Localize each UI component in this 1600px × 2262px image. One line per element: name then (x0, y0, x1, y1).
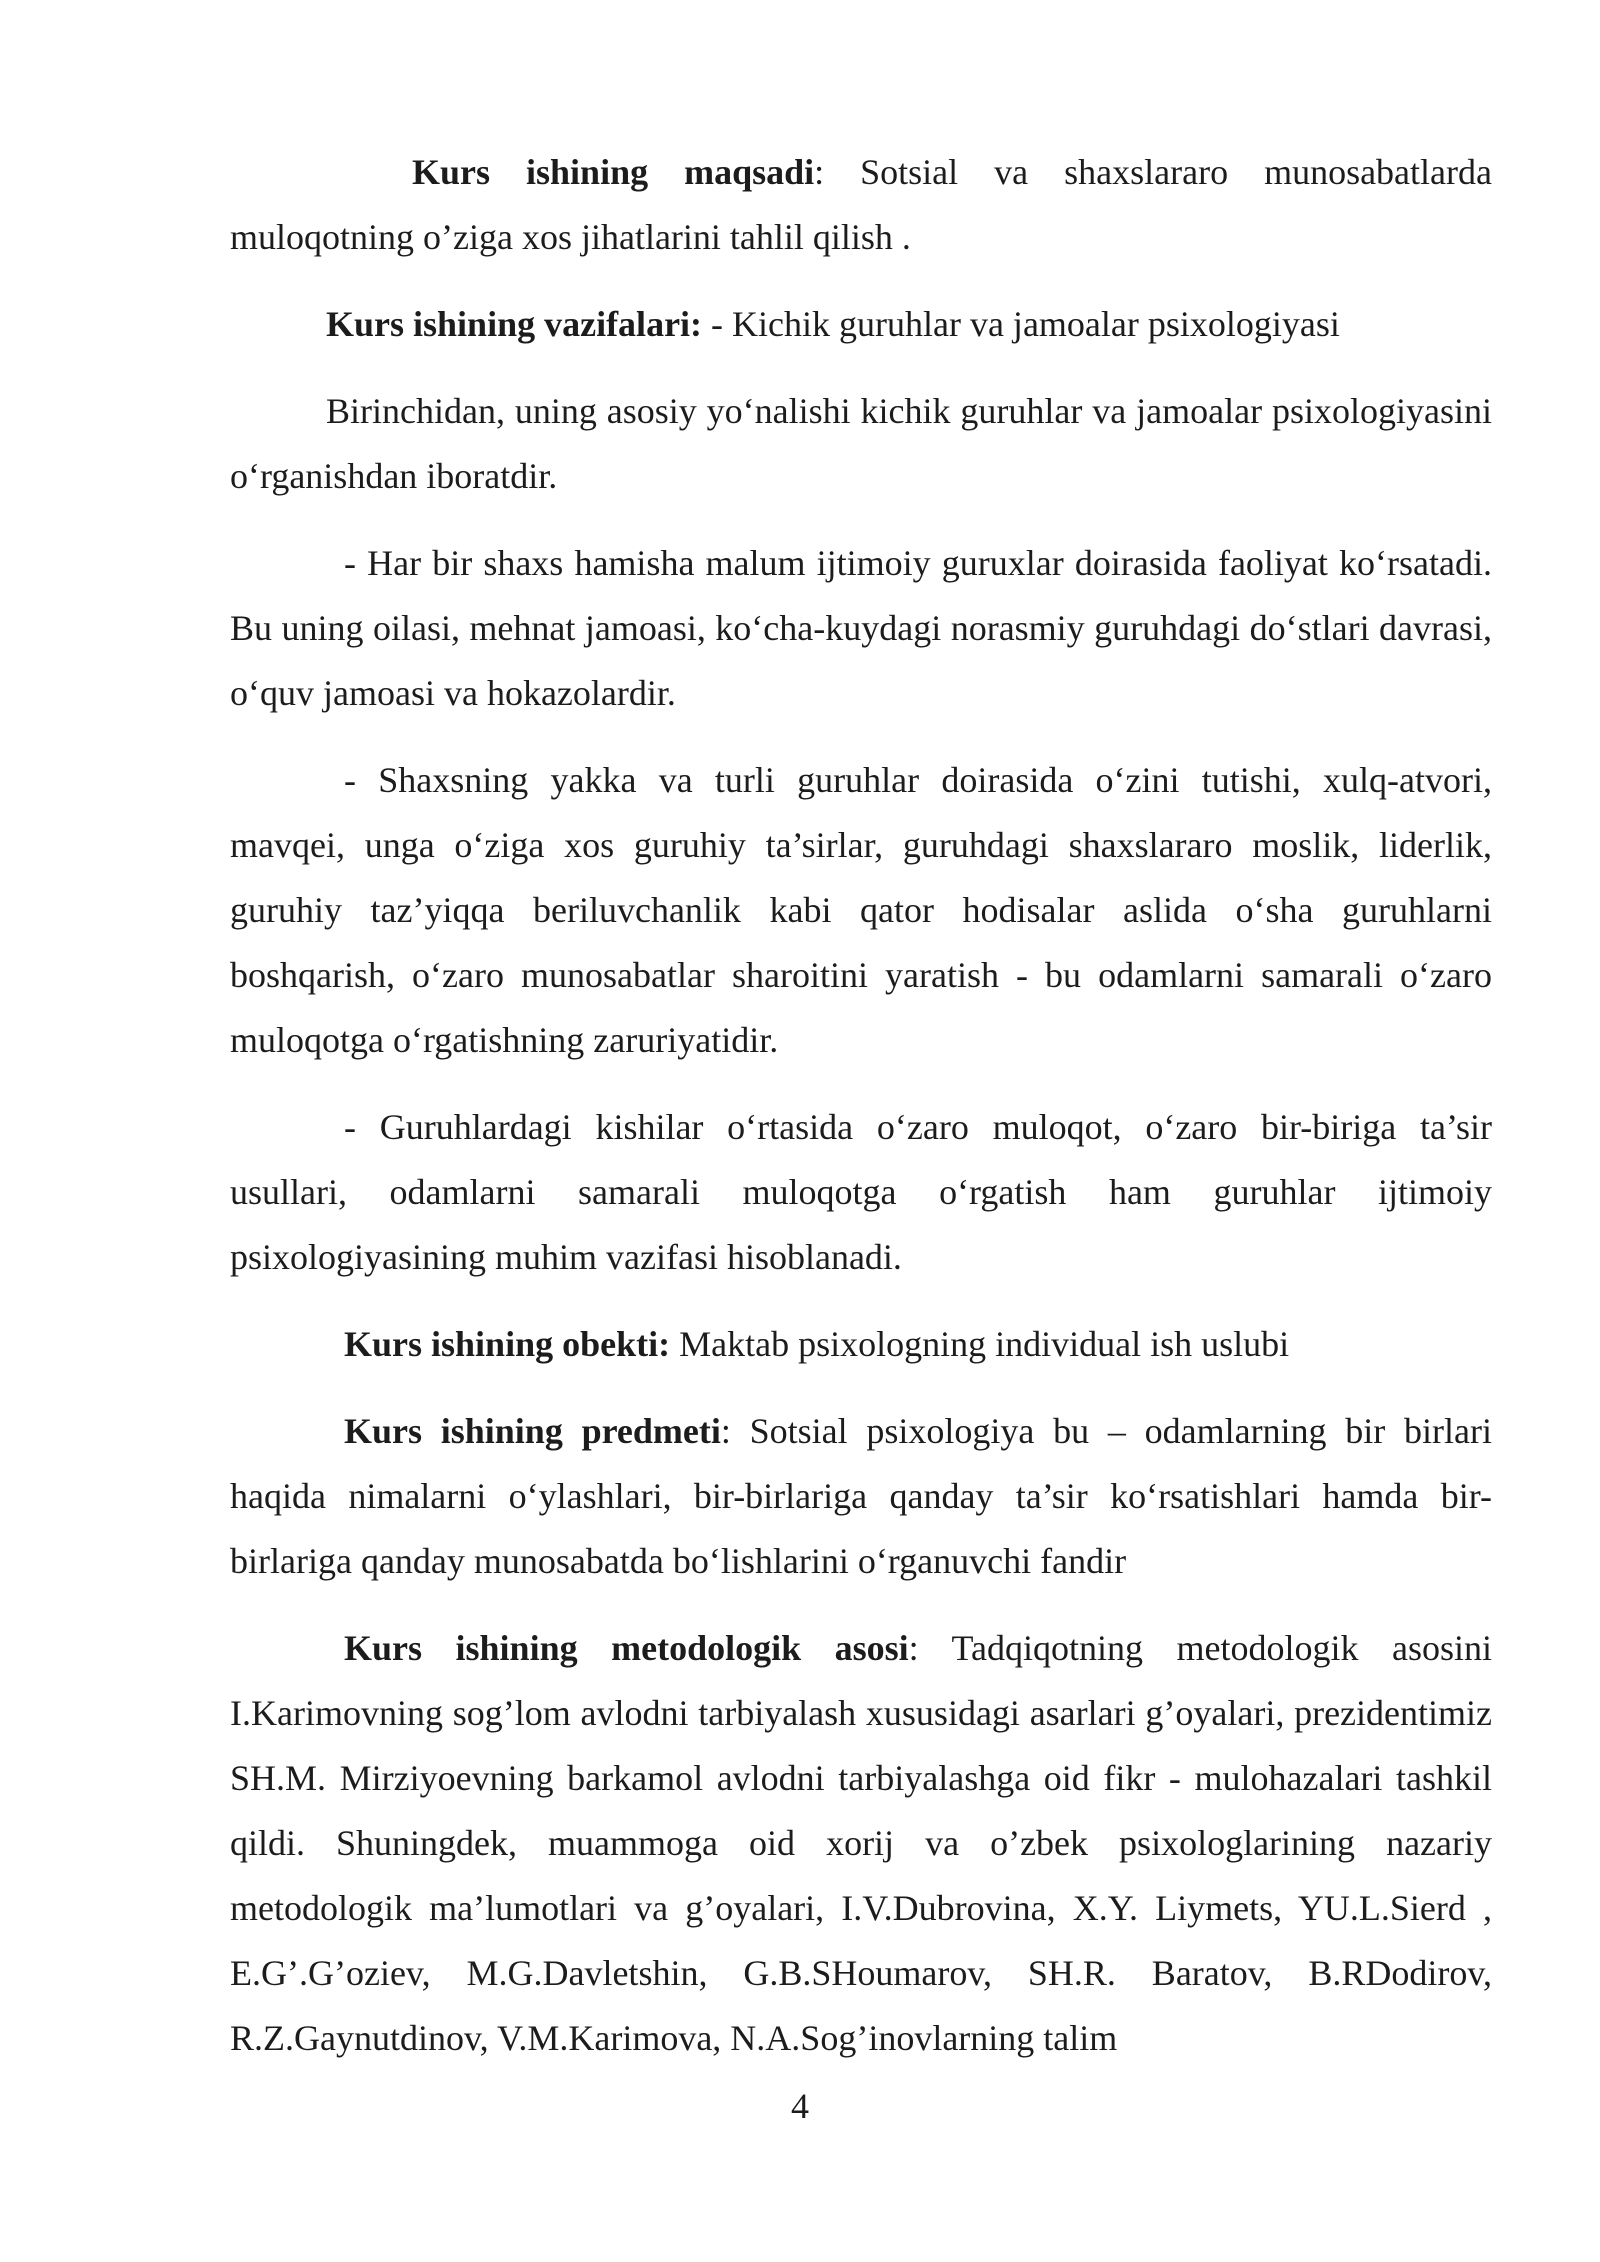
page-body (230, 140, 1492, 2093)
paragraph-group-communication (230, 1095, 1492, 1290)
social-groups-text: - Har bir shaxs hamisha malum ijtimoiy guruxlar doirasida faoliyat ko‘rsatadi. Bu uning oilasi, mehnat jamoasi, ko‘cha-kuydagi norasmiy guruhdagi do‘stlari davrasi, o‘quv jamoasi va hokazolardir. (230, 543, 1492, 713)
subject-text: : Sotsial psixologiya bu – odamlarning bir birlari haqida nimalarni o‘ylashlari, bir-birlariga qanday ta’sir ko‘rsatishlari hamda bir-birlariga qanday munosabatda bo‘lishlarini o‘rganuvchi fandir (230, 1411, 1492, 1581)
paragraph-first-direction (230, 379, 1492, 509)
object-text: Maktab psixologning individual ish uslubi (670, 1324, 1290, 1364)
paragraph-goal (230, 140, 1492, 270)
object-heading: Kurs ishining obekti: (344, 1324, 671, 1364)
paragraph-methodology (230, 1616, 1492, 2071)
subject-heading: Kurs ishining predmeti (344, 1411, 721, 1451)
goal-heading: Kurs ishining maqsadi (412, 152, 815, 192)
paragraph-subject (230, 1399, 1492, 1594)
paragraph-tasks (230, 292, 1492, 357)
tasks-heading: Kurs ishining vazifalari: (326, 304, 703, 344)
paragraph-group-behavior (230, 748, 1492, 1073)
first-direction-text: Birinchidan, uning asosiy yo‘nalishi kichik guruhlar va jamoalar psixologiyasini o‘rganishdan iboratdir. (230, 391, 1492, 496)
paragraph-object (230, 1312, 1492, 1377)
group-behavior-text: - Shaxsning yakka va turli guruhlar doirasida o‘zini tutishi, xulq-atvori, mavqei, unga o‘ziga xos guruhiy ta’sirlar, guruhdagi shaxslararo moslik, liderlik, guruhiy taz’yiqqa beriluvchanlik kabi qator hodisalar aslida o‘sha guruhlarni boshqarish, o‘zaro munosabatlar sharoitini yaratish - bu odamlarni samarali o‘zaro muloqotga o‘rgatishning zaruriyatidir. (230, 760, 1492, 1060)
methodology-heading: Kurs ishining metodologik asosi (344, 1628, 909, 1668)
goal-text: : Sotsial va shaxslararo munosabatlarda muloqotning o’ziga xos jihatlarini tahlil qilish . (230, 152, 1492, 257)
paragraph-social-groups (230, 531, 1492, 726)
methodology-text: : Tadqiqotning metodologik asosini I.Karimovning sog’lom avlodni tarbiyalash xususidagi asarlari g’oyalari, prezidentimiz SH.M. Mirziyoevning barkamol avlodni tarbiyalashga oid fikr - mulohazalari tashkil qildi. Shuningdek, muammoga oid xorij va o’zbek psixologlarining nazariy metodologik ma’lumotlari va g’oyalari, I.V.Dubrovina, X.Y. Liymets, YU.L.Sierd , E.G’.G’oziev, M.G.Davletshin, G.B.SHoumarov, SH.R. Baratov, B.RDodirov, R.Z.Gaynutdinov, V.M.Karimova, N.A.Sog’inovlarning talim (230, 1628, 1492, 2058)
group-communication-text: - Guruhlardagi kishilar o‘rtasida o‘zaro muloqot, o‘zaro bir-biriga ta’sir usullari, odamlarni samarali muloqotga o‘rgatish ham guruhlar ijtimoiy psixologiyasining muhim vazifasi hisoblanadi. (230, 1107, 1492, 1277)
tasks-text: - Kichik guruhlar va jamoalar psixologiyasi (702, 304, 1340, 344)
page-number: 4 (791, 2086, 809, 2126)
